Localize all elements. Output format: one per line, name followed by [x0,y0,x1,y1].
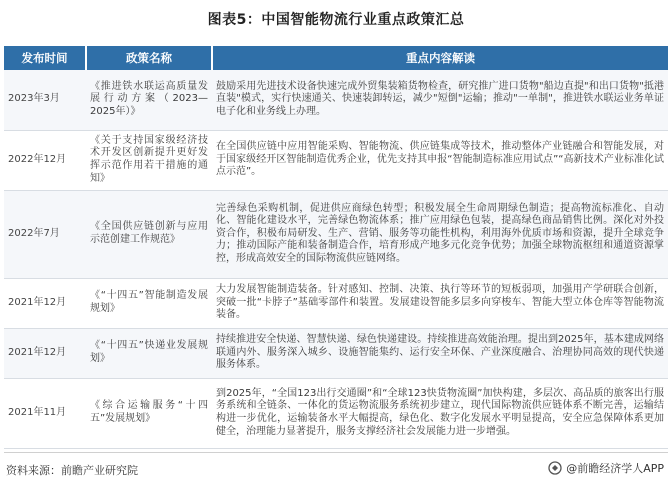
row-content: 在全国供应链中应用智能采购、智能物流、供应链集成等技术，推动整体产业链融合和智能发展，对于国家级经开区智能制造优秀企业，优先支持其申报“智能制造标准应用试点”“高新技术产业标准化试点示范”。 [212,130,668,190]
row-content: 鼓励采用先进技术设备快速完成外贸集装箱货物检查，研究推广进口货物"船边直提"和出口货物"抵港直装"模式，实行快速通关、快速装卸转运，减少"短倒"运输；推动"一单制"，推进铁水联运业务单证电子化和业务线上办理。 [212,70,668,130]
table-row [4,70,668,130]
row-content: 到2025年，“全国123出行交通圈”和“全球123快货物流圈”加快构建，多层次、高品质的旅客出行服务系统和全链条、一体化的货运物流服务系统初步建立，现代国际物流供应链体系不断完善，运输结构进一步优化，运输装备水平大幅提高，绿色化、数字化发展水平明显提高，安全应急保障体系更加健全，治理能力显著提升，服务支撑经济社会发展能力进一步增强。 [212,378,668,448]
header-date: 发布时间 [4,46,86,70]
row-policy-name: 《“十四五”快递业发展规划》 [86,328,212,378]
row-policy-name: 《推进铁水联运高质量发展行动方案（2023—2025年）》 [86,70,212,130]
page-title: 图表5：中国智能物流行业重点政策汇总 [207,12,465,28]
table-row [4,378,668,448]
row-date: 2021年11月 [4,378,86,448]
brand-credit [548,460,664,476]
table-row [4,278,668,328]
row-date: 2021年12月 [4,278,86,328]
row-date: 2022年7月 [4,190,86,278]
row-content: 持续推进安全快递、智慧快递、绿色快递建设。持续推进高效能治理。提出到2025年，基本建成网络联通内外、服务深入城乡、设施智能集约、运行安全环保、产业深度融合、治理协同高效的现代快递服务体系。 [212,328,668,378]
row-date: 2022年12月 [4,130,86,190]
policy-table [4,46,668,449]
table-row [4,190,668,278]
table-header-row [4,46,668,70]
header-content: 重点内容解读 [212,46,668,70]
header-policy-name: 政策名称 [86,46,212,70]
row-policy-name: 《“十四五”智能制造发展规划》 [86,278,212,328]
row-policy-name: 《全国供应链创新与应用示范创建工作规范》 [86,190,212,278]
brand-logo-icon [548,461,562,475]
row-date: 2023年3月 [4,70,86,130]
table-row [4,130,668,190]
brand-label: @前瞻经济学人APP [566,462,664,475]
footer-divider [4,452,668,453]
row-content: 完善绿色采购机制，促进供应商绿色转型；积极发展全生命周期绿色制造；提高物流标准化、自动化、智能化建设水平，完善绿色物流体系；推广应用绿色包装，提高绿色商品销售比例。深化对外投资合作，积极布局研发、生产、营销、服务等功能性机构，利用海外优质市场和资源，提升全球竞争力；推动国际产能和装备制造合作，培育形成产地多元化竞争优势；加强全球物流枢纽和通道资源掌控，形成高效安全的国际物流供应链网络。 [212,190,668,278]
row-date: 2021年12月 [4,328,86,378]
row-policy-name: 《综合运输服务“十四五”发展规划》 [86,378,212,448]
table-row [4,328,668,378]
source-note: 资料来源：前瞻产业研究院 [6,464,138,477]
row-content: 大力发展智能制造装备。针对感知、控制、决策、执行等环节的短板弱项，加强用产学研联合创新，突破一批“卡脖子”基础零部件和装置。发展建设智能多层多向穿梭车、智能大型立体仓库等智能物流装备。 [212,278,668,328]
row-policy-name: 《关于支持国家级经济技术开发区创新提升更好发挥示范作用若干措施的通知》 [86,130,212,190]
